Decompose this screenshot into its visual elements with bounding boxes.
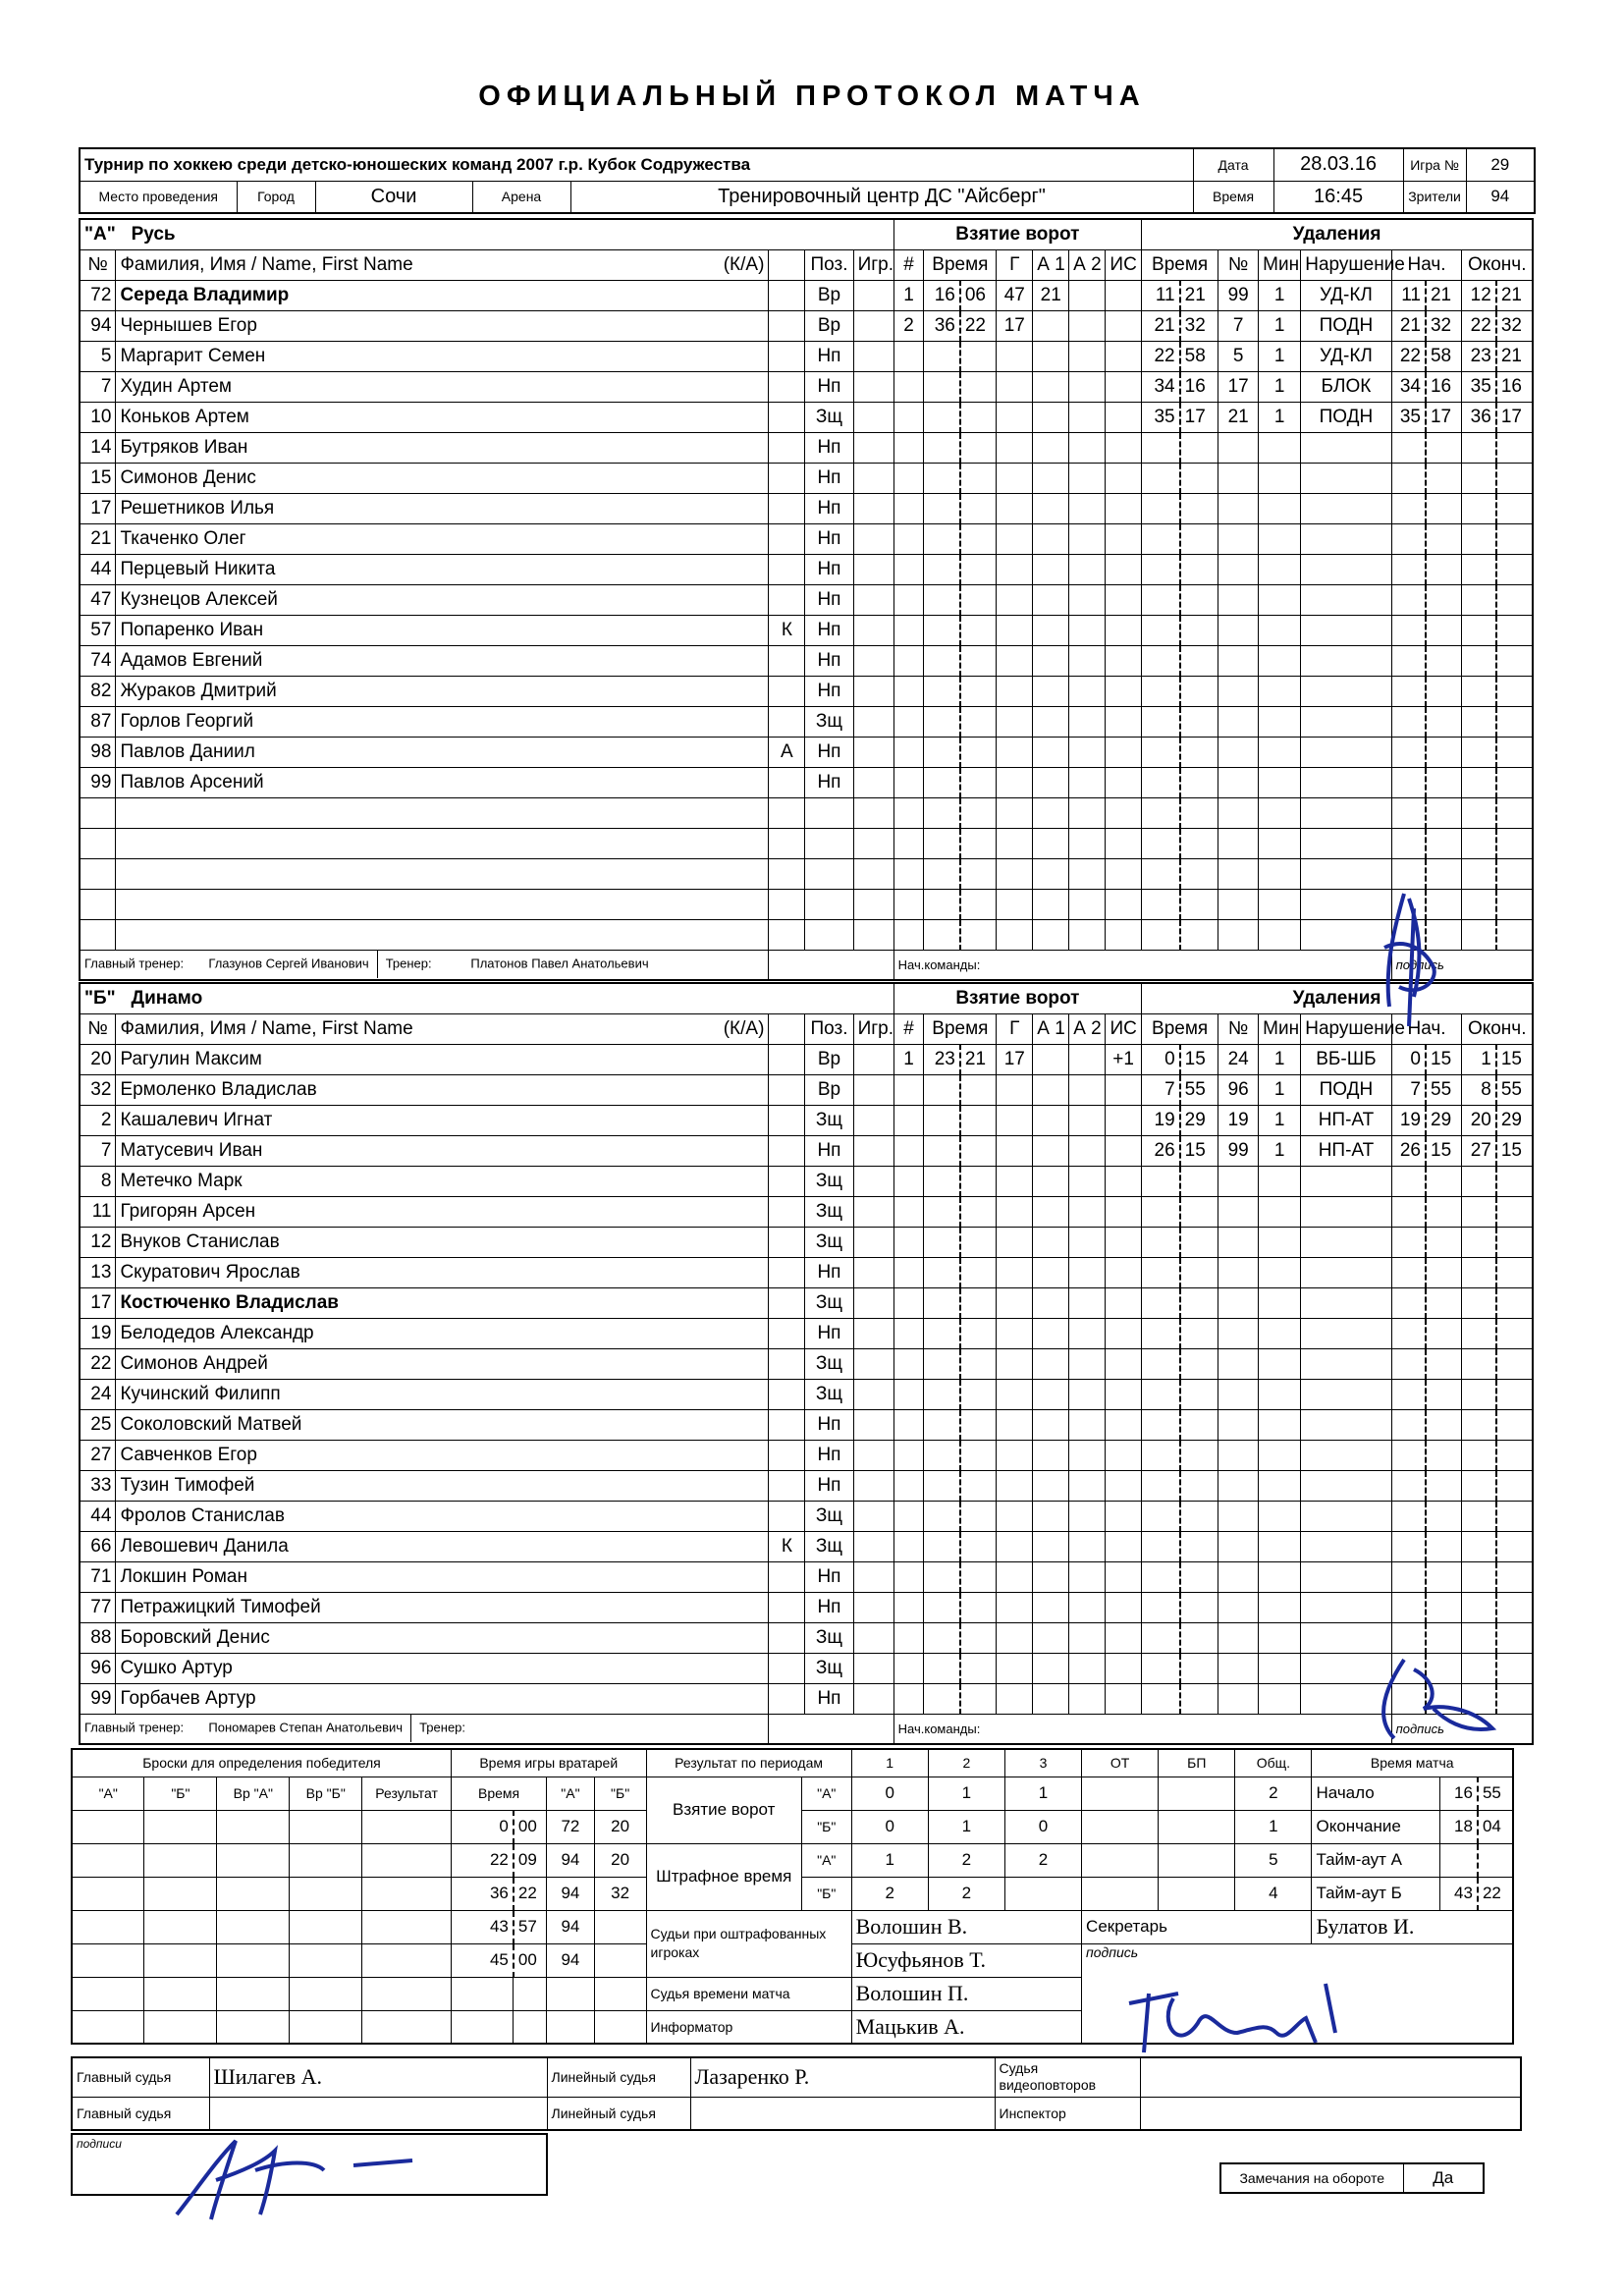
player-row: 5 Маргарит Семен Нп 22 58 5 1 УД-КЛ 22 58 23 21 (80, 341, 1533, 371)
player-row: 17 Костюченко Владислав Зщ (80, 1287, 1533, 1318)
remarks-value: Да (1403, 2163, 1484, 2193)
spectators: 94 (1466, 181, 1535, 213)
head-referee-1: Шилагев А. (209, 2057, 547, 2097)
player-row: 11 Григорян Арсен Зщ (80, 1196, 1533, 1227)
tournament-name: Турнир по хоккею среди детско-юношеских команд 2007 г.р. Кубок Содружества (80, 148, 1193, 181)
player-row: 72 Середа Владимир Вр 1 16 06 47 21 11 21 99 1 УД-КЛ 11 21 12 21 (80, 280, 1533, 310)
game-number: 29 (1466, 148, 1535, 181)
player-row: 77 Петражицкий Тимофей Нп (80, 1592, 1533, 1622)
player-row: 32 Ермоленко Владислав Вр 7 55 96 1 ПОДН 7 55 8 55 (80, 1074, 1533, 1105)
player-row: 19 Белодедов Александр Нп (80, 1318, 1533, 1348)
referees-table: Главный судья Шилагев А. Линейный судья Лазаренко Р. Судья видеоповторов Главный судья Линейный судья Инспектор (71, 2056, 1522, 2131)
player-row: 66 Левошевич Данила К Зщ (80, 1531, 1533, 1561)
player-row: 99 Павлов Арсений Нп (80, 767, 1533, 797)
player-row: 44 Перцевый Никита Нп (80, 554, 1533, 584)
signatures-box: подписи (71, 2133, 548, 2196)
player-row: 98 Павлов Даниил А Нп (80, 737, 1533, 767)
player-row: 13 Скуратович Ярослав Нп (80, 1257, 1533, 1287)
player-row: 27 Савченков Егор Нп (80, 1440, 1533, 1470)
match-date: 28.03.16 (1273, 148, 1403, 181)
signature-secretary (1100, 1964, 1414, 2062)
player-row: 88 Боровский Денис Зщ (80, 1622, 1533, 1653)
player-row: 71 Локшин Роман Нп (80, 1561, 1533, 1592)
player-row: 7 Худин Артем Нп 34 16 17 1 БЛОК 34 16 35 16 (80, 371, 1533, 402)
player-row: 20 Рагулин Максим Вр 1 23 21 17 +1 0 15 24 1 ВБ-ШБ 0 15 1 15 (80, 1044, 1533, 1074)
player-row: 94 Чернышев Егор Вр 2 36 22 17 21 32 7 1 ПОДН 21 32 22 32 (80, 310, 1533, 341)
player-row: 87 Горлов Георгий Зщ (80, 706, 1533, 737)
player-row: 24 Кучинский Филипп Зщ (80, 1379, 1533, 1409)
player-row (80, 919, 1533, 950)
team-b-title: "Б" Динамо (80, 983, 893, 1013)
city: Сочи (315, 181, 472, 213)
player-row: 74 Адамов Евгений Нп (80, 645, 1533, 676)
signature-referee (157, 2121, 452, 2229)
match-time: 16:45 (1273, 181, 1403, 213)
player-row: 8 Метечко Марк Зщ (80, 1166, 1533, 1196)
player-row: 82 Жураков Дмитрий Нп (80, 676, 1533, 706)
remarks-table: Замечания на обороте Да (1219, 2162, 1485, 2194)
team-a-title: "А" Русь (80, 219, 893, 249)
player-row: 2 Кашалевич Игнат Зщ 19 29 19 1 НП-АТ 19 29 20 29 (80, 1105, 1533, 1135)
player-row (80, 889, 1533, 919)
player-row: 57 Попаренко Иван К Нп (80, 615, 1533, 645)
signature-team-b (1345, 1650, 1512, 1748)
player-row: 47 Кузнецов Алексей Нп (80, 584, 1533, 615)
arena: Тренировочный центр ДС "Айсберг" (570, 181, 1193, 213)
player-row: 99 Горбачев Артур Нп (80, 1683, 1533, 1714)
header-table: Турнир по хоккею среди детско-юношеских команд 2007 г.р. Кубок Содружества Дата 28.03.16 Игра № 29 Место проведения Город Сочи Арена Тренировочный центр ДС "Айсберг" Время 16:45 Зрители 94 (79, 147, 1536, 214)
player-row (80, 797, 1533, 828)
player-row: 96 Сушко Артур Зщ (80, 1653, 1533, 1683)
player-row: 33 Тузин Тимофей Нп (80, 1470, 1533, 1501)
player-row: 14 Бутряков Иван Нп (80, 432, 1533, 463)
summary-table: Броски для определения победителя Время игры вратарей Результат по периодам 1 2 3 ОТ БП Общ. Время матча "А" "Б" Вр "А" Вр "Б" Результат Время "А" "Б" Взятие ворот "А" 0 1 1 2 Начало 16 55 0 00 72 20 "Б" 0 1 0 1 Окончание 18 04 22 09 94 20 Штрафное время "А" 1 2 2 5 Тайм-аут А 36 22 94 32 "Б" 2 2 4 Тайм-аут Б 43 22 43 57 94 Судьи при оштрафованных игроках Волошин В. Секретарь Булатов И. 45 00 94 Юсуфьянов Т. подпись Судья времени матча Волошин П. Информатор Мацькив А. (71, 1748, 1514, 2045)
player-row: 22 Симонов Андрей Зщ (80, 1348, 1533, 1379)
signature-team-a (1365, 889, 1453, 1036)
player-row: 12 Внуков Станислав Зщ (80, 1227, 1533, 1257)
player-row: 7 Матусевич Иван Нп 26 15 99 1 НП-АТ 26 15 27 15 (80, 1135, 1533, 1166)
player-row: 17 Решетников Илья Нп (80, 493, 1533, 523)
player-row (80, 828, 1533, 858)
player-row: 21 Ткаченко Олег Нп (80, 523, 1533, 554)
player-row: 25 Соколовский Матвей Нп (80, 1409, 1533, 1440)
page-title: ОФИЦИАЛЬНЫЙ ПРОТОКОЛ МАТЧА (478, 81, 1146, 112)
player-row: 10 Коньков Артем Зщ 35 17 21 1 ПОДН 35 17 36 17 (80, 402, 1533, 432)
linesman-1: Лазаренко Р. (690, 2057, 995, 2097)
player-row: 44 Фролов Станислав Зщ (80, 1501, 1533, 1531)
player-row (80, 858, 1533, 889)
player-row: 15 Симонов Денис Нп (80, 463, 1533, 493)
